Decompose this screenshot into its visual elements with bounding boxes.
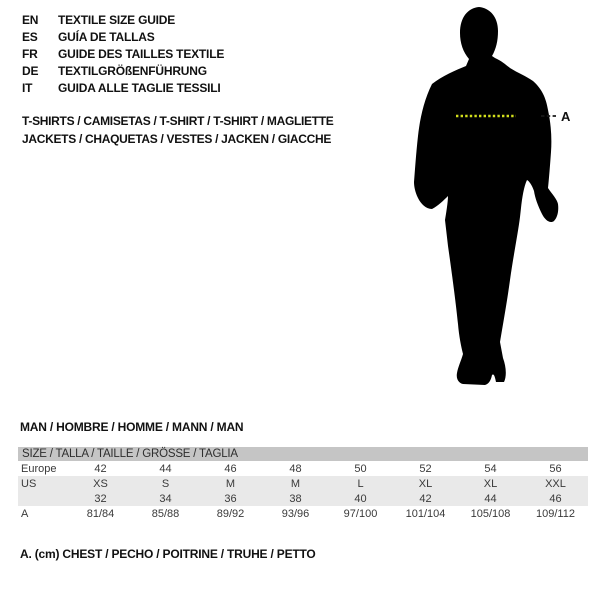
language-row bbox=[22, 45, 224, 62]
size-cell: 42 bbox=[419, 492, 432, 505]
row-label: Europe bbox=[21, 462, 57, 475]
language-row bbox=[22, 28, 224, 45]
row-label: A bbox=[21, 507, 29, 520]
table-row bbox=[18, 491, 588, 506]
category-list bbox=[22, 112, 334, 148]
size-cell: 105/108 bbox=[470, 507, 511, 520]
language-label: TEXTILGRÖßENFÜHRUNG bbox=[58, 63, 207, 78]
size-cell: 89/92 bbox=[216, 507, 245, 520]
size-cell: S bbox=[161, 477, 170, 490]
size-cell: 101/104 bbox=[405, 507, 446, 520]
size-cell: L bbox=[357, 477, 364, 490]
chest-footnote: A. (cm) CHEST / PECHO / POITRINE / TRUHE / PETTO bbox=[20, 547, 316, 561]
size-cell: 97/100 bbox=[343, 507, 378, 520]
language-code: DE bbox=[22, 63, 39, 78]
language-label: GUÍA DE TALLAS bbox=[58, 29, 155, 44]
table-row bbox=[18, 476, 588, 491]
size-cell: XL bbox=[483, 477, 498, 490]
language-row bbox=[22, 79, 224, 96]
size-cell: 109/112 bbox=[536, 507, 575, 520]
size-cell: M bbox=[290, 477, 301, 490]
size-cell: M bbox=[225, 477, 236, 490]
category-line-tshirts: T-SHIRTS / CAMISETAS / T-SHIRT / T-SHIRT / MAGLIETTE bbox=[22, 114, 334, 128]
size-cell: 34 bbox=[159, 492, 172, 505]
size-cell: 54 bbox=[484, 462, 497, 475]
size-cell: 44 bbox=[484, 492, 497, 505]
size-table-header: SIZE / TALLA / TAILLE / GRÖSSE / TAGLIA bbox=[18, 447, 588, 461]
language-label: TEXTILE SIZE GUIDE bbox=[58, 12, 176, 27]
size-cell: 46 bbox=[224, 462, 237, 475]
size-cell: 44 bbox=[159, 462, 172, 475]
language-row bbox=[22, 62, 224, 79]
size-cell: 56 bbox=[549, 462, 562, 475]
row-label bbox=[18, 491, 68, 506]
size-cell: XXL bbox=[545, 477, 566, 490]
size-cell: 93/96 bbox=[281, 507, 310, 520]
size-cell: 32 bbox=[94, 492, 107, 505]
size-cell: 46 bbox=[549, 492, 562, 505]
language-label: GUIDA ALLE TAGLIE TESSILI bbox=[58, 80, 221, 95]
size-cell: XL bbox=[418, 477, 433, 490]
measure-label-a: A bbox=[561, 109, 571, 124]
size-cell: 48 bbox=[289, 462, 302, 475]
size-cell: 50 bbox=[354, 462, 367, 475]
language-row bbox=[22, 11, 224, 28]
section-title-man: MAN / HOMBRE / HOMME / MANN / MAN bbox=[20, 420, 244, 434]
size-cell: XS bbox=[93, 477, 108, 490]
size-cell: 42 bbox=[94, 462, 107, 475]
man-silhouette bbox=[414, 7, 558, 385]
size-cell: 85/88 bbox=[151, 507, 180, 520]
language-code: IT bbox=[22, 80, 33, 95]
size-cell: 36 bbox=[224, 492, 237, 505]
row-label: US bbox=[21, 477, 37, 490]
size-cell: 81/84 bbox=[86, 507, 115, 520]
language-list bbox=[22, 11, 224, 96]
size-table bbox=[18, 447, 588, 521]
size-table-body bbox=[18, 461, 588, 521]
table-row bbox=[18, 506, 588, 521]
table-row bbox=[18, 461, 588, 476]
category-line-jackets: JACKETS / CHAQUETAS / VESTES / JACKEN / GIACCHE bbox=[22, 132, 332, 146]
man-silhouette-figure bbox=[370, 5, 575, 400]
language-code: FR bbox=[22, 46, 38, 61]
size-cell: 40 bbox=[354, 492, 367, 505]
language-code: EN bbox=[22, 12, 39, 27]
size-cell: 52 bbox=[419, 462, 432, 475]
language-label: GUIDE DES TAILLES TEXTILE bbox=[58, 46, 225, 61]
language-code: ES bbox=[22, 29, 38, 44]
size-cell: 38 bbox=[289, 492, 302, 505]
size-table-header-row bbox=[18, 447, 588, 461]
